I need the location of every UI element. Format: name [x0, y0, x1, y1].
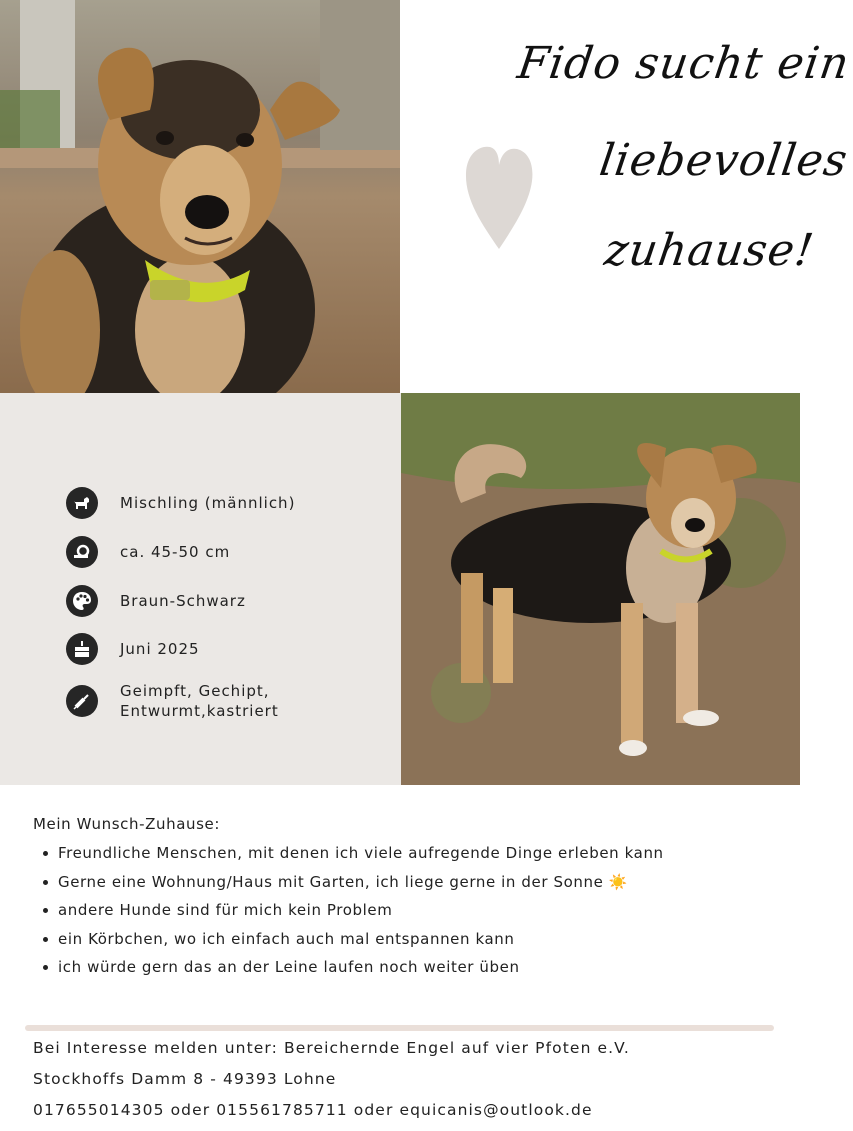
contact-section: [33, 1033, 793, 1126]
info-birth: Juni 2025: [120, 640, 200, 658]
headline-panel: [400, 0, 853, 393]
info-row-birth: [66, 633, 200, 665]
palette-icon: [66, 585, 98, 617]
info-size: ca. 45-50 cm: [120, 543, 231, 561]
heart-icon: [463, 143, 535, 251]
info-medical: [120, 681, 279, 721]
contact-address: Stockhoffs Damm 8 - 49393 Lohne: [33, 1070, 337, 1088]
list-item: ein Körbchen, wo ich einfach auch mal entspannen kann: [33, 925, 773, 954]
measuring-tape-icon: [66, 536, 98, 568]
dog-standing-photo: [401, 393, 800, 785]
info-row-color: [66, 585, 246, 617]
list-item: Gerne eine Wohnung/Haus mit Garten, ich liege gerne in der Sonne ☀️: [33, 868, 773, 897]
info-row-breed: [66, 487, 295, 519]
headline-line-3: zuhause!: [601, 225, 818, 276]
dog-portrait-photo: [0, 0, 400, 393]
contact-organization: Bei Interesse melden unter: Bereichernde Engel auf vier Pfoten e.V.: [33, 1039, 630, 1057]
birthday-cake-icon: [66, 633, 98, 665]
info-row-size: [66, 536, 230, 568]
info-color: Braun-Schwarz: [120, 592, 246, 610]
wishes-title: Mein Wunsch-Zuhause:: [33, 815, 220, 833]
syringe-icon: [66, 685, 98, 717]
headline-line-1: Fido sucht ein: [514, 38, 853, 89]
info-medical-line-2: Entwurmt,kastriert: [120, 702, 279, 720]
contact-phone-email[interactable]: 017655014305 oder 015561785711 oder equicanis@outlook.de: [33, 1101, 593, 1119]
list-item: andere Hunde sind für mich kein Problem: [33, 896, 773, 925]
dog-info-panel: [0, 393, 401, 785]
list-item: ich würde gern das an der Leine laufen noch weiter üben: [33, 953, 773, 982]
info-medical-line-1: Geimpft, Gechipt,: [120, 682, 270, 700]
list-item: Freundliche Menschen, mit denen ich viele aufregende Dinge erleben kann: [33, 839, 773, 868]
wishes-list: [33, 839, 773, 982]
info-breed: Mischling (männlich): [120, 494, 296, 512]
divider: [25, 1025, 774, 1031]
info-row-medical: [66, 681, 279, 721]
wishes-section: [33, 815, 773, 982]
headline-line-2: liebevolles: [596, 135, 852, 186]
dog-icon: [66, 487, 98, 519]
